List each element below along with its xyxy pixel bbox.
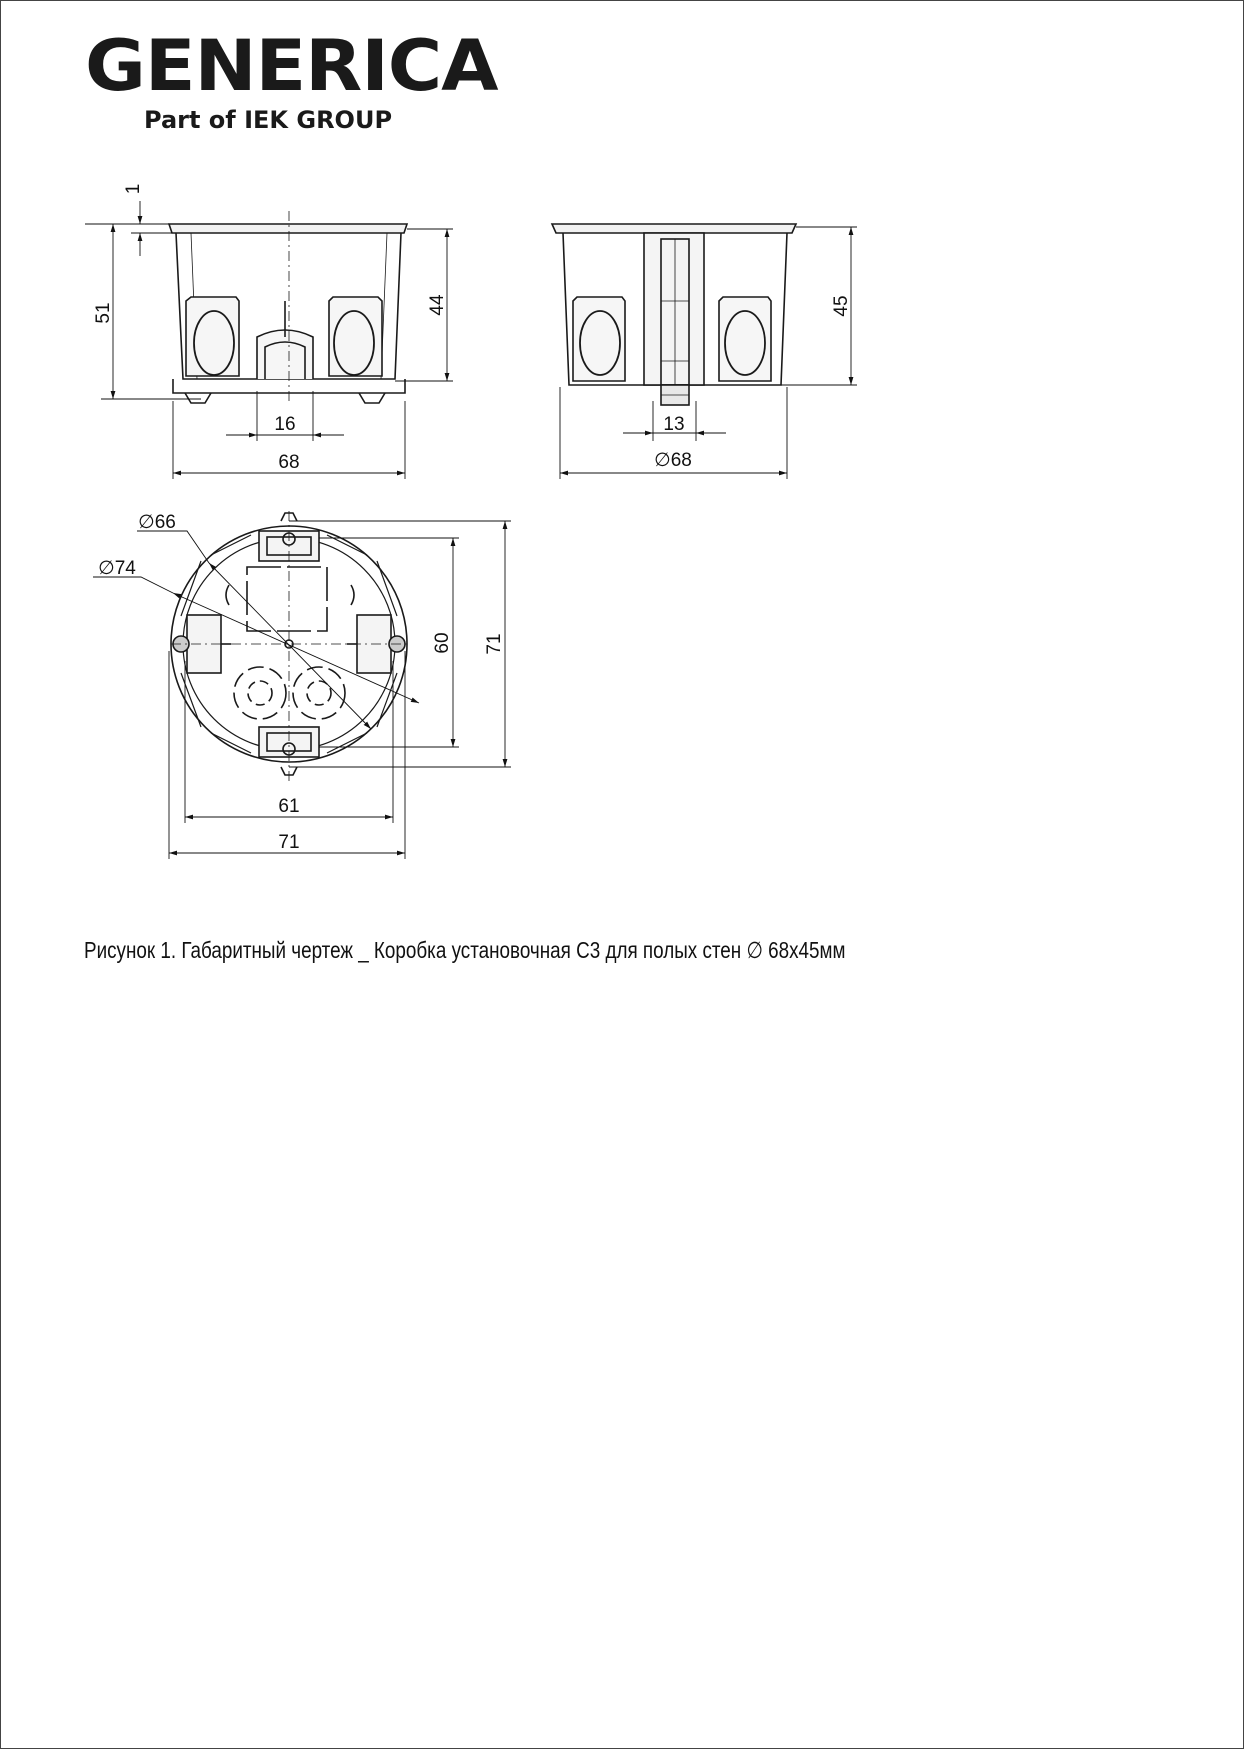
dim-label: 68 [278, 452, 300, 473]
dim-label: 44 [427, 294, 448, 316]
dim-label: ∅68 [654, 450, 692, 471]
dim-label: 71 [278, 832, 300, 853]
dim-label: 13 [663, 414, 685, 435]
dim-label: 16 [274, 414, 296, 435]
dim-label: 71 [484, 633, 505, 655]
dim-label: 60 [432, 632, 453, 654]
side-view [552, 224, 796, 405]
dim-label: 61 [278, 796, 300, 817]
figure-caption: Рисунок 1. Габаритный чертеж _ Коробка установочная С3 для полых стен ∅ 68х45мм [84, 937, 846, 963]
brand-logo: GENERICA [85, 25, 498, 107]
top-view-dimensions [93, 521, 511, 859]
dim-label: 51 [93, 302, 114, 324]
dim-label: ∅66 [138, 512, 176, 533]
dim-label: 1 [123, 183, 144, 195]
dim-label: 45 [831, 295, 852, 317]
top-view-labels [98, 512, 505, 853]
dim-label: ∅74 [98, 558, 136, 579]
front-view [169, 211, 407, 403]
technical-drawing [1, 1, 1243, 1001]
brand-tagline: Part of IEK GROUP [144, 106, 393, 134]
